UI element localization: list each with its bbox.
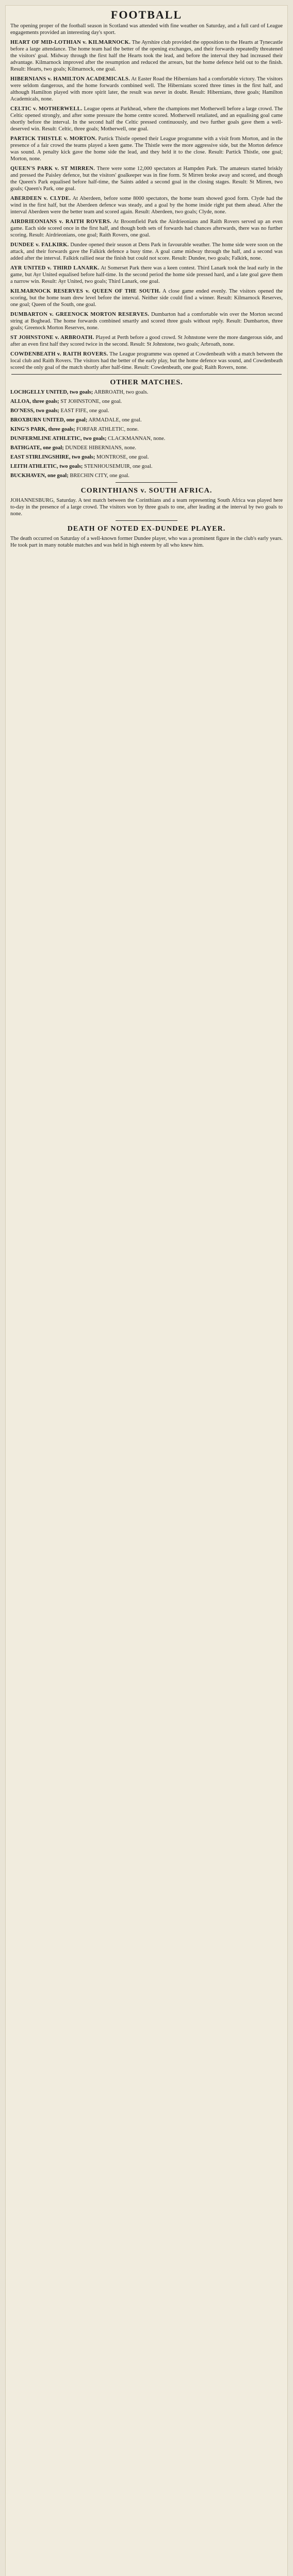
tour-report: JOHANNESBURG, Saturday. A test match between the Corinthians and a team representing South Africa was played here to-day in the presence of a large crowd. The visitors won by three goals to one, after leading at the interval by two goals to none. — [10, 498, 283, 517]
match-title: COWDENBEATH v. RAITH ROVERS. — [10, 351, 108, 357]
match-title: DUMBARTON v. GREENOCK MORTON RESERVES. — [10, 312, 150, 317]
match-report — [5, 195, 288, 215]
match-report — [5, 135, 288, 162]
match-text: A close game ended evenly. The visitors opened the scoring, but the home team drew level before the interval. Neither side could find a winner. Result: Kilmarnock Reserves, one goal; Queen of the South, one goal. — [10, 289, 283, 308]
match-text: The League programme was opened at Cowdenbeath with a match between the local club and Raith Rovers. The visitors had the better of the early play, but the home defence was sound, and Cowdenbeath scored the only goal of the match shortly after half-time. Result: Cowdenbeath, one goal; Raith Rovers, none. — [10, 351, 283, 370]
match-text: League opens at Parkhead, where the champions met Motherwell before a large crowd. The Celtic opened strongly, and after some pressure the home centre scored. Motherwell retaliated, and an equalising goal came shortly before the interval. In the second half the Celtic pressed continuously, and two further goals gave them a well-deserved win. Result: Celtic, three goals; Motherwell, one goal. — [10, 106, 283, 132]
match-paragraph — [10, 195, 283, 215]
death-notice-heading: DEATH OF NOTED EX-DUNDEE PLAYER. — [67, 525, 226, 533]
match-paragraph — [10, 288, 283, 308]
result-away: CLACKMANNAN, none. — [108, 436, 166, 442]
match-paragraph — [10, 76, 283, 103]
match-paragraph — [10, 242, 283, 262]
result-away: BRECHIN CITY, one goal. — [70, 473, 129, 479]
result-home: LEITH ATHLETIC, two goals; — [10, 464, 83, 469]
match-paragraph — [10, 218, 283, 239]
result-item — [5, 426, 288, 433]
match-title: PARTICK THISTLE v. MORTON. — [10, 136, 97, 142]
match-report — [5, 351, 288, 371]
result-item — [5, 463, 288, 470]
match-title: QUEEN'S PARK v. ST MIRREN. — [10, 166, 95, 172]
match-report — [5, 218, 288, 239]
match-paragraph — [10, 39, 283, 73]
match-title: CELTIC v. MOTHERWELL. — [10, 106, 83, 112]
result-item — [5, 389, 288, 396]
death-notice-text: The death occurred on Saturday of a well-known former Dundee player, who was a prominent figure in the club's early years. He took part in many notable matches and was held in high esteem by all who knew him. — [10, 536, 283, 548]
lead-paragraph: The opening proper of the football season in Scotland was attended with fine weather on Saturday, and a full card of League engagements provided an interesting day's sport. — [10, 23, 283, 36]
newspaper-page — [5, 5, 288, 2576]
other-matches-heading: OTHER MATCHES. — [110, 379, 183, 386]
result-home: EAST STIRLINGSHIRE, two goals; — [10, 454, 95, 460]
match-paragraph — [10, 106, 283, 132]
result-home: ALLOA, three goals; — [10, 399, 59, 404]
result-home: KING'S PARK, three goals; — [10, 427, 75, 432]
result-away: DUNDEE HIBERNIANS, none. — [65, 445, 137, 451]
match-text: Dundee opened their season at Dens Park in favourable weather. The home side were soon on the attack, and their forwards gave the Falkirk defence a busy time. A goal came midway through the half, and a second was added after the interval. Falkirk rallied near the finish but could not score. Result: Dundee, two goals; Falkirk, none. — [10, 242, 283, 261]
result-home: BUCKHAVEN, one goal; — [10, 473, 69, 479]
match-text: The Ayrshire club provided the opposition to the Hearts at Tynecastle before a large attendance. The home team had the better of the opening exchanges, and their forwards repeatedly threatened the visitors' goal. Midway through the first half the Hearts took the lead, and before the interval they had increased their advantage. Kilmarnock improved after the resumption and reduced the arrears, but the home defence held out to the finish. Result: Hearts, two goals; Kilmarnock, one goal. — [10, 40, 283, 72]
result-away: MONTROSE, one goal. — [96, 454, 149, 460]
result-item — [5, 454, 288, 461]
match-report — [5, 334, 288, 348]
result-item — [5, 435, 288, 442]
result-home: BATHGATE, one goal; — [10, 445, 64, 451]
result-away: EAST FIFE, one goal. — [60, 408, 109, 414]
result-home: LOCHGELLY UNITED, two goals; — [10, 389, 93, 395]
match-paragraph — [10, 311, 283, 331]
headline: FOOTBALL — [110, 8, 183, 21]
match-text: At Aberdeen, before some 8000 spectators, the home team showed good form. Clyde had the wind in the first half, but the Aberdeen defence was steady, and a goal by the home inside right put them ahead. After the interval Aberdeen were the better team and scored again. Result: Aberdeen, two goals; Clyde, none. — [10, 196, 283, 215]
match-title: AIRDRIEONIANS v. RAITH ROVERS. — [10, 219, 111, 225]
match-report — [5, 76, 288, 103]
match-report — [5, 242, 288, 262]
match-text: At Somerset Park there was a keen contest. Third Lanark took the lead early in the game, but Ayr United equalised before half-time. In the second period the home side pressed hard, and a late goal gave them a narrow win. Result: Ayr United, two goals; Third Lanark, one goal. — [10, 265, 283, 284]
match-paragraph — [10, 334, 283, 348]
result-away: ARBROATH, two goals. — [94, 389, 149, 395]
result-away: ST JOHNSTONE, one goal. — [60, 399, 122, 404]
result-home: DUNFERMLINE ATHLETIC, two goals; — [10, 436, 107, 442]
match-report — [5, 106, 288, 132]
match-text: Partick Thistle opened their League programme with a visit from Morton, and in the presence of a fair crowd the teams played a keen game. The Thistle were the more aggressive side, but the Morton defence was sound. A penalty kick gave the home side the lead, and they held it to the close. Result: Partick Thistle, one goal; Morton, none. — [10, 136, 283, 162]
match-title: DUNDEE v. FALKIRK. — [10, 242, 69, 248]
match-report — [5, 165, 288, 192]
result-away: STENHOUSEMUIR, one goal. — [84, 464, 153, 469]
match-report — [5, 311, 288, 331]
match-title: AYR UNITED v. THIRD LANARK. — [10, 265, 100, 271]
result-item — [5, 445, 288, 451]
tour-heading: CORINTHIANS v. SOUTH AFRICA. — [80, 487, 213, 495]
match-paragraph — [10, 165, 283, 192]
match-paragraph — [10, 135, 283, 162]
match-paragraph — [10, 351, 283, 371]
result-item — [5, 408, 288, 414]
match-text: At Easter Road the Hibernians had a comfortable victory. The visitors were seldom dangerous, and the home forwards combined well. The Hibernians scored three times in the first half, and although Hamilton played with more spirit later, the result was never in doubt. Result: Hibernians, three goals; Hamilton Academicals, none. — [10, 76, 283, 102]
result-away: ARMADALE, one goal. — [88, 417, 142, 423]
section-divider — [11, 374, 282, 375]
result-away: FORFAR ATHLETIC, none. — [76, 427, 139, 432]
match-paragraph — [10, 265, 283, 285]
match-title: KILMARNOCK RESERVES v. QUEEN OF THE SOUTH. — [10, 289, 161, 294]
match-title: HIBERNIANS v. HAMILTON ACADEMICALS. — [10, 76, 131, 82]
match-title: ABERDEEN v. CLYDE. — [10, 196, 71, 201]
result-item — [5, 398, 288, 405]
result-home: BO'NESS, two goals; — [10, 408, 59, 414]
match-text: There were some 12,000 spectators at Hampden Park. The amateurs started briskly and pressed the Paisley defence, but the visitors' goalkeeper was in fine form. St Mirren broke away and scored, and though the Queen's Park equalised before half-time, the Saints added a second goal in the closing stages. Result: St Mirren, two goals; Queen's Park, one goal. — [10, 166, 283, 192]
match-text: Dumbarton had a comfortable win over the Morton second string at Boghead. The home forwards combined smartly and scored three goals without reply. Result: Dumbarton, three goals; Greenock Morton Reserves, none. — [10, 312, 283, 331]
result-item — [5, 417, 288, 423]
match-report — [5, 265, 288, 285]
match-title: ST JOHNSTONE v. ARBROATH. — [10, 335, 94, 341]
section-divider — [116, 482, 177, 483]
result-home: BROXBURN UNITED, one goal; — [10, 417, 88, 423]
result-item — [5, 472, 288, 479]
match-title: HEART OF MID-LOTHIAN v. KILMARNOCK. — [10, 40, 131, 45]
match-report — [5, 39, 288, 73]
match-text: At Broomfield Park the Airdrieonians and Raith Rovers served up an even game. Each side scored once in the first half, and though both sets of forwards had chances afterwards, there was no further scoring. Result: Airdrieonians, one goal; Raith Rovers, one goal. — [10, 219, 283, 238]
section-divider — [116, 520, 177, 521]
match-report — [5, 288, 288, 308]
match-text: Played at Perth before a good crowd. St Johnstone were the more dangerous side, and after an even first half they scored twice in the second. Result: St Johnstone, two goals; Arbroath, none. — [10, 335, 283, 347]
